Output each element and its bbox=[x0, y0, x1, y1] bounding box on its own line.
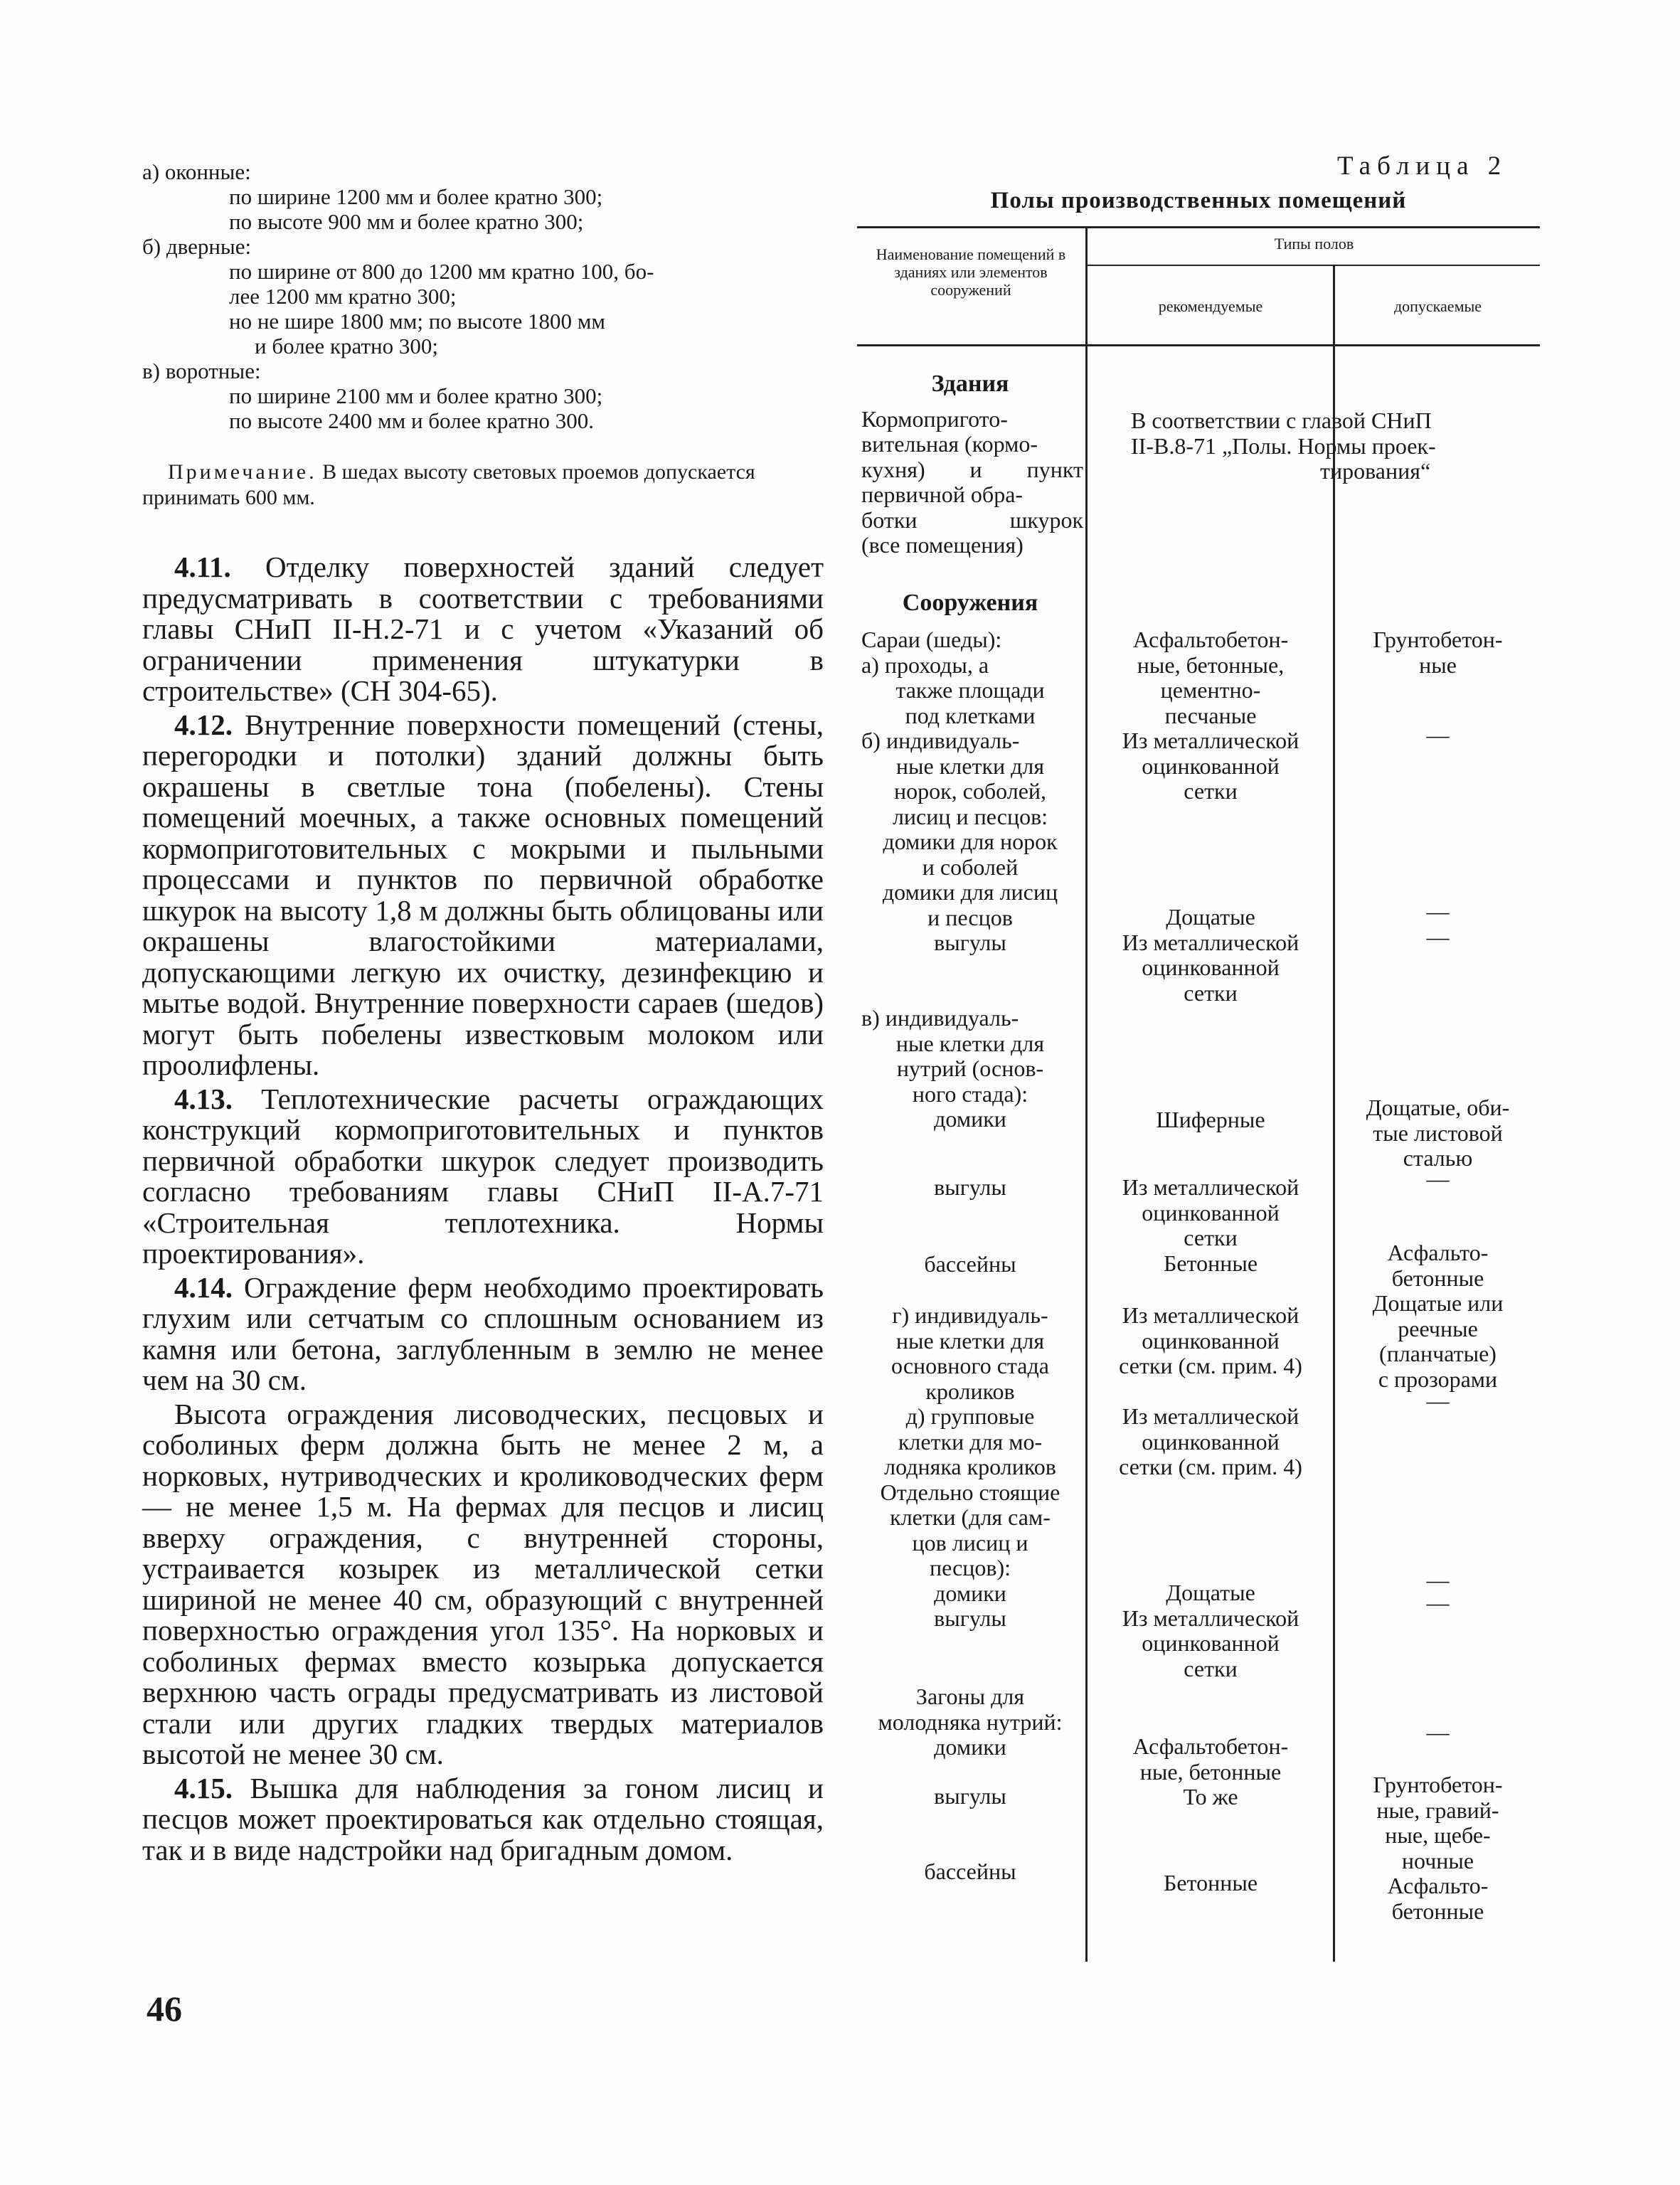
table-cell: — bbox=[1426, 1166, 1450, 1191]
note-text: В шедах высоту световых проемов допускается принимать 600 мм. bbox=[142, 460, 755, 509]
note-label: Примечание. bbox=[168, 460, 317, 484]
table-cell: оцинкованной bbox=[1142, 1327, 1280, 1354]
dimension-list bbox=[142, 159, 832, 433]
col1-group bbox=[857, 1684, 1083, 1760]
paragraph-number: 4.12. bbox=[174, 708, 233, 741]
table-cell: Кормопригото- bbox=[861, 405, 1008, 432]
col2-group bbox=[1088, 1404, 1333, 1480]
table-cell: Асфальтобетон- bbox=[1132, 1733, 1289, 1759]
col2-group bbox=[1088, 905, 1333, 1006]
table-cell: сетки (см. прим. 4) bbox=[1119, 1353, 1302, 1378]
table-cell: Дощатые bbox=[1166, 904, 1255, 930]
table-cell: выгулы bbox=[934, 930, 1006, 955]
table-cell: нутрий (основ- bbox=[896, 1056, 1044, 1081]
table-cell: молодняка нутрий: bbox=[878, 1708, 1063, 1735]
col3-group bbox=[1336, 1240, 1540, 1392]
col1-group bbox=[857, 1303, 1083, 1632]
header-floor-types: Типы полов bbox=[1274, 235, 1354, 252]
paragraph bbox=[142, 1272, 824, 1396]
list-line: а) оконные: bbox=[142, 159, 251, 184]
table-cell: Дощатые, оби- bbox=[1366, 1095, 1510, 1120]
table-cell: бассейны bbox=[924, 1859, 1016, 1884]
table-cell: ные, бетонные bbox=[1139, 1758, 1282, 1785]
table-cell: оцинкованной bbox=[1142, 955, 1280, 980]
table-cell: Асфальто- bbox=[1387, 1873, 1489, 1898]
paragraph-text: Ограждение ферм необходимо проектировать глухим или сетчатым со сплошным основанием из камня или бетона, заглубленным в землю не менее чем на 30 см. bbox=[142, 1270, 824, 1396]
header-allowed: допускаемые bbox=[1393, 297, 1482, 315]
table-cell: в) индивидуаль- bbox=[861, 1005, 1019, 1031]
table-cell: лисиц и песцов: bbox=[892, 803, 1048, 829]
table-cell: ные клетки для bbox=[895, 1030, 1045, 1056]
paragraph-number: 4.13. bbox=[174, 1082, 233, 1115]
paragraph-number: 4.11. bbox=[174, 551, 231, 583]
table-cell: оцинкованной bbox=[1142, 753, 1280, 779]
paragraph bbox=[142, 710, 824, 1081]
table-cell: сетки bbox=[1184, 1225, 1238, 1250]
table-cell: оцинкованной bbox=[1142, 1428, 1280, 1455]
table-cell: Из металлической bbox=[1122, 1174, 1299, 1200]
col1-group bbox=[857, 1006, 1083, 1132]
paragraph bbox=[142, 552, 824, 707]
buildings-heading: Здания bbox=[931, 371, 1009, 397]
table-cell: сталью bbox=[1403, 1145, 1473, 1171]
table-top-rule bbox=[857, 226, 1540, 228]
col2-group bbox=[1088, 1175, 1333, 1276]
table-cell: оцинкованной bbox=[1142, 1199, 1280, 1226]
table-cell: домики для норок bbox=[883, 829, 1058, 854]
table-cell: — bbox=[1426, 1719, 1450, 1745]
list-line: по ширине 2100 мм и более кратно 300; bbox=[229, 383, 603, 408]
table-cell: ные bbox=[1419, 652, 1457, 678]
table-cell: То же bbox=[1183, 1784, 1238, 1809]
table-cell: основного стада bbox=[891, 1353, 1049, 1378]
table-cell: также площади bbox=[895, 677, 1045, 703]
paragraph bbox=[142, 1084, 824, 1270]
table-cell: Бетонные bbox=[1163, 1250, 1258, 1276]
table-cell: реечные bbox=[1398, 1315, 1478, 1341]
table-title: Полы производственных помещений bbox=[990, 188, 1407, 213]
table-cell: — bbox=[1426, 1388, 1450, 1413]
table-cell: — bbox=[1426, 1567, 1450, 1593]
list-line: по высоте 900 мм и более кратно 300; bbox=[229, 209, 584, 234]
col2-group bbox=[1088, 1303, 1333, 1379]
table-cell: ные, бетонные, bbox=[1137, 652, 1285, 678]
header-split-rule bbox=[1087, 265, 1540, 266]
table-cell: сетки (см. прим. 4) bbox=[1119, 1454, 1302, 1479]
list-line: по высоте 2400 мм и более кратно 300. bbox=[229, 408, 595, 433]
table-cell: Из металлической bbox=[1122, 1605, 1299, 1631]
table-cell: песчаные bbox=[1164, 702, 1257, 728]
table-cell: Дощатые или bbox=[1372, 1290, 1504, 1316]
table-cell: бассейны bbox=[924, 1251, 1016, 1277]
header-name: Наименование помещений в зданиях или элементов сооружений bbox=[876, 245, 1066, 299]
list-line: по ширине 1200 мм и более кратно 300; bbox=[229, 184, 603, 209]
table-cell: домики bbox=[934, 1734, 1006, 1760]
paragraph bbox=[142, 1773, 824, 1866]
paragraph-number: 4.14. bbox=[174, 1270, 233, 1304]
table-cell: тые листовой bbox=[1373, 1120, 1503, 1146]
table-cell: II-В.8-71 „Полы. Нормы проек- bbox=[1131, 432, 1436, 459]
table-cell: оцинкованной bbox=[1142, 1630, 1280, 1656]
table-cell: бетонные bbox=[1391, 1265, 1484, 1291]
table-cell: тирования“ bbox=[1320, 458, 1431, 484]
paragraph-text: Отделку поверхностей зданий следует предусматривать в соответствии с требованиями главы СНиП II-Н.2-71 и с учетом «Указаний об ограничении применения штукатурки в строительстве» (СН 304-65). bbox=[142, 551, 824, 707]
table-cell: г) индивидуаль- bbox=[892, 1302, 1048, 1328]
table-cell: цов лисиц и bbox=[912, 1529, 1028, 1556]
paragraph-text: Внутренние поверхности помещений (стены, перегородки и потолки) зданий должны быть окрашены в светлые тона (побелены). Стены помещений моечных, а также основных помещений кормоприготовительных с мокрыми и пыльными процессами и пунктов по первичной обработке шкурок на высоту 1,8 м должны быть облицованы или окрашены влагостойкими материалами, допускающими легкую их очистку, дезинфекцию и мытье водой. Внутренние поверхности сараев (шедов) могут быть побелены известковым молоком или проолифлены. bbox=[142, 708, 824, 1081]
header-bottom-rule bbox=[857, 344, 1540, 346]
paragraph bbox=[142, 1399, 824, 1770]
table-cell: Шиферные bbox=[1156, 1107, 1265, 1132]
table-cell: Из металлической bbox=[1122, 1403, 1299, 1429]
table-cell: ночные bbox=[1401, 1847, 1474, 1873]
table-cell: норок, соболей, bbox=[893, 778, 1047, 804]
note bbox=[142, 459, 818, 511]
table-cell: — bbox=[1426, 924, 1450, 950]
table-cell: сетки bbox=[1184, 1655, 1238, 1681]
table-cell: Грунтобетон- bbox=[1373, 1772, 1503, 1797]
paragraph-text: Высота ограждения лисоводческих, песцовых и соболиных ферм должна быть не менее 2 м, а норковых, нутриводческих и кролиководческих ферм — не менее 1,5 м. На фермах для песцов и лисиц вверху ограждения, с внутренней стороны, устраивается козырек из металлической сетки шириной не менее 40 см, образующий с внутренней поверхностью ограждения угол 135°. На норковых и соболиных фермах вместо козырька допускается верхнюю часть ограды предусматривать из листовой стали или других гладких твердых материалов высотой не менее 30 см. bbox=[142, 1397, 824, 1770]
column-divider-1 bbox=[1085, 226, 1088, 1962]
table-cell: Из металлической bbox=[1122, 1302, 1299, 1328]
structures-section bbox=[857, 590, 1083, 616]
table-cell: д) групповые bbox=[905, 1403, 1035, 1429]
table-cell: цементно- bbox=[1160, 677, 1261, 703]
table-cell: ботки шкурок bbox=[861, 506, 1083, 533]
table-cell: б) индивидуаль- bbox=[861, 728, 1020, 753]
buildings-spec bbox=[1110, 408, 1536, 484]
table-cell: выгулы bbox=[934, 1783, 1006, 1809]
table-cell: кухня) и пункт bbox=[861, 456, 1083, 482]
main-text bbox=[142, 552, 824, 1868]
paragraph-number: 4.15. bbox=[174, 1771, 233, 1804]
table-cell: сетки bbox=[1184, 979, 1238, 1006]
table-cell: Сараи (шеды): bbox=[861, 627, 1002, 652]
list-line: б) дверные: bbox=[142, 234, 252, 259]
table-cell: — bbox=[1426, 898, 1450, 924]
table-cell: выгулы bbox=[934, 1605, 1006, 1631]
table-cell: с прозорами bbox=[1378, 1366, 1498, 1392]
table-cell: ного стада): bbox=[912, 1080, 1028, 1107]
col1-group bbox=[857, 627, 1083, 956]
structures-heading: Сооружения bbox=[902, 590, 1038, 616]
table-cell: и соболей bbox=[922, 854, 1019, 880]
table-cell: домики для лисиц bbox=[882, 879, 1058, 905]
table-cell: ные, гравий- bbox=[1376, 1797, 1499, 1823]
buildings-section bbox=[857, 371, 1083, 558]
table-cell: Загоны для bbox=[915, 1684, 1025, 1709]
table-cell: песцов): bbox=[929, 1555, 1011, 1580]
table-cell: Бетонные bbox=[1163, 1870, 1258, 1896]
paragraph-text: Вышка для наблюдения за гоном лисиц и песцов может проектироваться как отдельно стоящая, так и в виде надстройки над бригадным домом. bbox=[142, 1771, 824, 1866]
table-cell: Дощатые bbox=[1166, 1580, 1255, 1605]
table-caption: Таблица 2 bbox=[1337, 151, 1508, 181]
table-cell: Грунтобетон- bbox=[1373, 627, 1503, 652]
list-line: по ширине от 800 до 1200 мм кратно 100, бо- bbox=[229, 259, 654, 284]
table-cell: кроликов bbox=[925, 1378, 1015, 1404]
col2-group bbox=[1088, 627, 1333, 804]
table-cell: Из металлической bbox=[1122, 929, 1299, 955]
table-cell: ные, щебе- bbox=[1385, 1822, 1491, 1848]
table-cell: клетки для мо- bbox=[898, 1428, 1043, 1455]
list-line: но не шире 1800 мм; по высоте 1800 мм bbox=[229, 309, 605, 334]
paragraph-text: Теплотехнические расчеты ограждающих конструкций кормоприготовительных и пунктов первичной обработки шкурок следует производить согласно требованиям главы СНиП II-А.7-71 «Строительная теплотехника. Нормы проектирования». bbox=[142, 1082, 824, 1270]
table-cell: домики bbox=[934, 1106, 1006, 1132]
table-cell: — bbox=[1426, 1590, 1450, 1615]
table-cell: первичной обра- bbox=[861, 482, 1024, 507]
table-cell: под клетками bbox=[905, 702, 1036, 728]
list-line: лее 1200 мм кратно 300; bbox=[229, 284, 457, 309]
table-cell: и песцов bbox=[927, 904, 1013, 930]
table-cell: клетки (для сам- bbox=[890, 1504, 1051, 1530]
table-cell: бетонные bbox=[1391, 1898, 1484, 1924]
table-cell: выгулы bbox=[934, 1174, 1006, 1200]
col2-group bbox=[1088, 1734, 1333, 1810]
table-cell: (все помещения) bbox=[861, 532, 1024, 558]
col3-group bbox=[1336, 1095, 1540, 1171]
table-cell: Отдельно стоящие bbox=[880, 1479, 1060, 1505]
table-cell: ные клетки для bbox=[895, 1327, 1045, 1354]
table-cell: а) проходы, а bbox=[861, 652, 989, 678]
list-line: в) воротные: bbox=[142, 358, 261, 383]
table-cell: домики bbox=[934, 1580, 1006, 1606]
table-cell: В соответствии с главой СНиП bbox=[1131, 408, 1432, 433]
table-cell: Асфальто- bbox=[1387, 1240, 1489, 1265]
table-cell: сетки bbox=[1184, 778, 1238, 804]
table-cell: лодняка кроликов bbox=[884, 1454, 1056, 1479]
table-cell: — bbox=[1426, 722, 1450, 748]
table-cell: Из металлической bbox=[1122, 728, 1299, 753]
table-cell: Асфальтобетон- bbox=[1132, 627, 1289, 652]
col2-group bbox=[1088, 1580, 1333, 1681]
column-divider-2 bbox=[1333, 265, 1335, 1962]
col3-group bbox=[1336, 627, 1540, 678]
col3-group bbox=[1336, 1772, 1540, 1924]
table-cell: (планчатые) bbox=[1379, 1341, 1496, 1366]
table-cell: ные клетки для bbox=[895, 753, 1045, 779]
page-number: 46 bbox=[147, 1989, 182, 2029]
header-recommended: рекомендуемые bbox=[1158, 297, 1263, 315]
table-cell: вительная (кормо- bbox=[861, 431, 1038, 457]
list-line: и более кратно 300; bbox=[255, 334, 438, 358]
